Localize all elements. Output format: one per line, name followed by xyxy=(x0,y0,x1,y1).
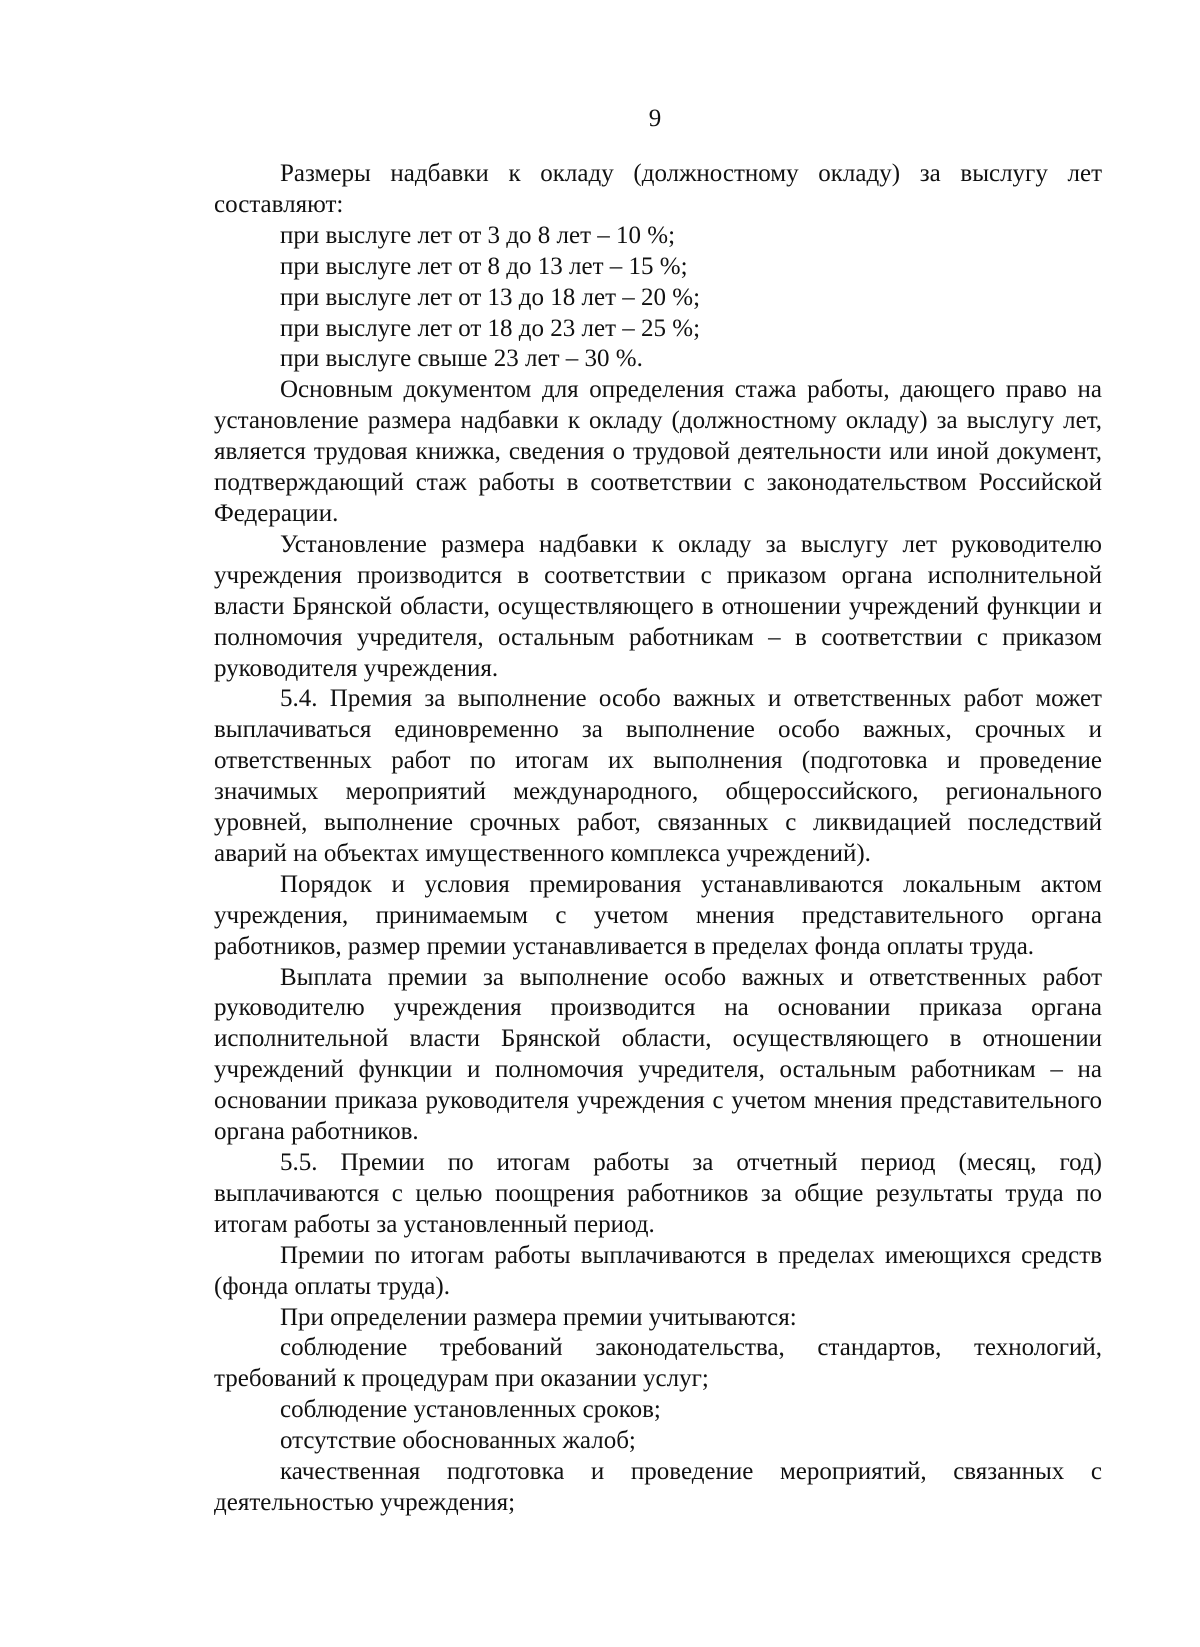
list-item: при выслуге лет от 13 до 18 лет – 20 %; xyxy=(280,283,701,311)
list-item: при выслуге свыше 23 лет – 30 %. xyxy=(280,345,643,373)
list-item: при выслуге лет от 3 до 8 лет – 10 %; xyxy=(280,221,676,249)
list-item: отсутствие обоснованных жалоб; xyxy=(280,1427,636,1455)
paragraph-bonus-payment: Выплата премии за выполнение особо важных и ответственных работ руководителю учреждения производится на основании приказа органа исполнительной власти Брянской области, осуществляющего в отношении учреждений функции и полномочия учредителя, остальным работникам – на основании приказа руководителя учреждения с учетом мнения представительного органа работников. xyxy=(214,963,1102,1146)
list-item: соблюдение требований законодательства, стандартов, технологий, требований к процедурам при оказании услуг; xyxy=(214,1334,1102,1393)
paragraph-bonus-procedure: Порядок и условия премирования устанавливаются локальным актом учреждения, принимаемым с учетом мнения представительного органа работников, размер премии устанавливается в пределах фонда оплаты труда. xyxy=(214,870,1102,960)
paragraph-allowance-sizes: Размеры надбавки к окладу (должностному окладу) за выслугу лет составляют: xyxy=(214,160,1102,218)
page-number: 9 xyxy=(648,105,662,132)
paragraph-section-5-4: 5.4. Премия за выполнение особо важных и ответственных работ может выплачиваться единовременно за выполнение особо важных, срочных и ответственных работ по итогам их выполнения (подготовка и проведение значимых мероприятий международного, общероссийского, регионального уровней, выполнение срочных работ, связанных с ликвидацией последствий аварий на объектах имущественного комплекса учреждений). xyxy=(214,685,1102,867)
paragraph-bonus-limits: Премии по итогам работы выплачиваются в пределах имеющихся средств (фонда оплаты труда). xyxy=(214,1241,1102,1300)
list-item: при выслуге лет от 18 до 23 лет – 25 %; xyxy=(280,314,701,342)
list-item: соблюдение установленных сроков; xyxy=(280,1396,661,1424)
list-item: при выслуге лет от 8 до 13 лет – 15 %; xyxy=(280,252,688,280)
list-item: качественная подготовка и проведение мероприятий, связанных с деятельностью учреждения; xyxy=(214,1458,1102,1516)
document-body xyxy=(214,159,1102,1519)
paragraph-allowance-establishment: Установление размера надбавки к окладу за выслугу лет руководителю учреждения производится в соответствии с приказом органа исполнительной власти Брянской области, осуществляющего в отношении учреждений функции и полномочия учредителя, остальным работникам – в соответствии с приказом руководителя учреждения. xyxy=(214,530,1102,682)
paragraph-bonus-criteria-intro: При определении размера премии учитываются: xyxy=(280,1303,797,1331)
paragraph-section-5-5: 5.5. Премии по итогам работы за отчетный период (месяц, год) выплачиваются с целью поощрения работников за общие результаты труда по итогам работы за установленный период. xyxy=(214,1149,1102,1238)
paragraph-main-document: Основным документом для определения стажа работы, дающего право на установление размера надбавки к окладу (должностному окладу) за выслугу лет, является трудовая книжка, сведения о трудовой деятельности или иной документ, подтверждающий стаж работы в соответствии с законодательством Российской Федерации. xyxy=(214,376,1102,527)
